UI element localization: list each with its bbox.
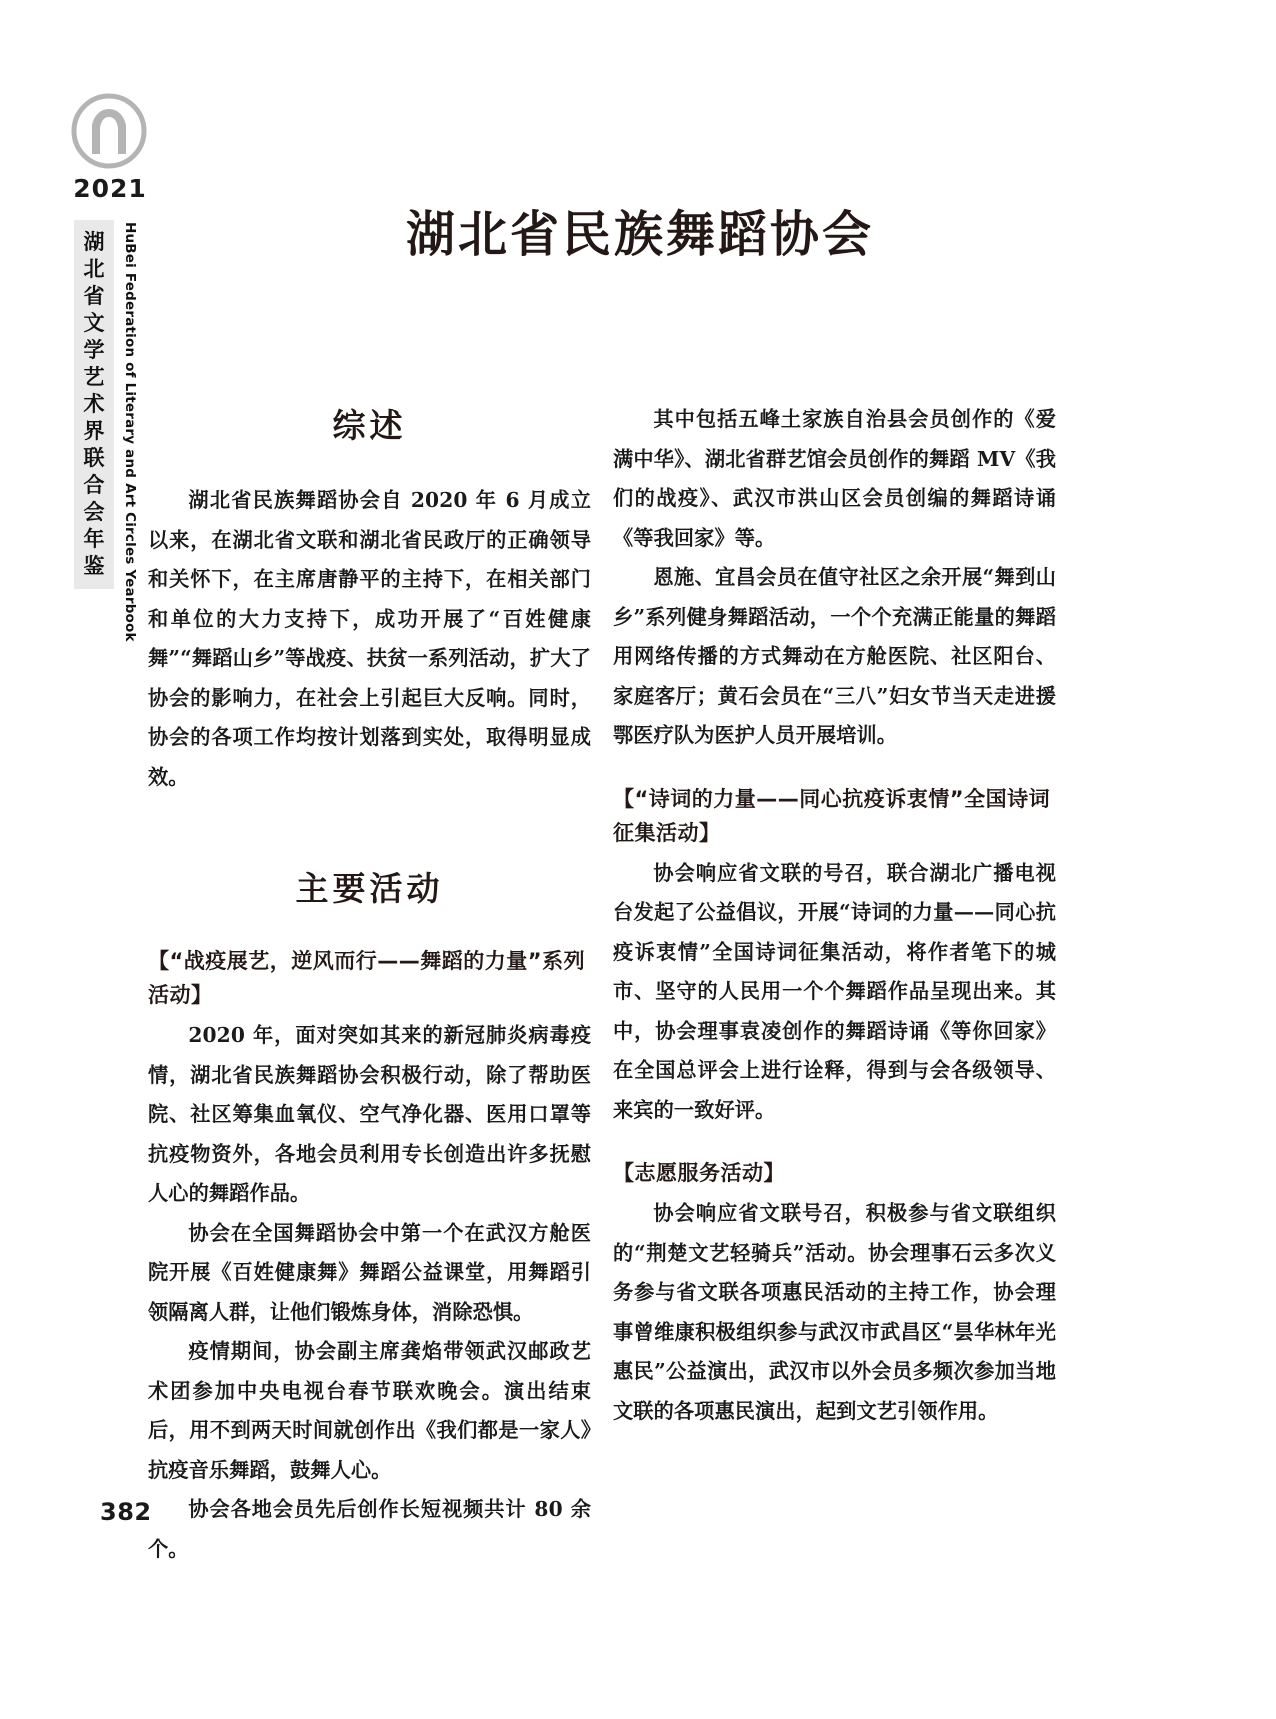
section-heading-overview: 综述 [332, 406, 407, 445]
spine-char: 术 [83, 391, 105, 416]
spine-char: 省 [83, 283, 105, 308]
spine-char: 艺 [83, 364, 105, 389]
page-title: 湖北省民族舞蹈协会 [405, 205, 874, 263]
subsection-heading-3: 【志愿服务活动】 [613, 1161, 785, 1185]
yearbook-year: 2021 [73, 174, 147, 203]
paragraph: 其中包括五峰土家族自治县会员创作的《爱满中华》、湖北省群艺馆会员创作的舞蹈 MV《我们的战疫》、武汉市洪山区会员创编的舞蹈诗诵《等我回家》等。 [613, 407, 1056, 550]
section-heading-main-activities: 主要活动 [295, 869, 444, 908]
spine-char: 年 [83, 526, 105, 551]
paragraph: 协会响应省文联的号召，联合湖北广播电视台发起了公益倡议，开展“诗词的力量——同心抗疫诉衷情”全国诗词征集活动，将作者笔下的城市、坚守的人民用一个个舞蹈作品呈现出来。其中，协会理事袁凌创作的舞蹈诗诵《等你回家》在全国总评会上进行诠释，得到与会各级领导、来宾的一致好评。 [613, 860, 1056, 1122]
spine-char: 湖 [83, 229, 105, 254]
paragraph: 疫情期间，协会副主席龚焰带领武汉邮政艺术团参加中央电视台春节联欢晚会。演出结束后，用不到两天时间就创作出《我们都是一家人》抗疫音乐舞蹈，鼓舞人心。 [148, 1339, 591, 1482]
paragraph: 恩施、宜昌会员在值守社区之余开展“舞到山乡”系列健身舞蹈活动，一个个充满正能量的舞蹈用网络传播的方式舞动在方舱医院、社区阳台、家庭客厅；黄石会员在“三八”妇女节当天走进援鄂医疗队为医护人员开展培训。 [613, 565, 1056, 747]
paragraph: 协会在全国舞蹈协会中第一个在武汉方舱医院开展《百姓健康舞》舞蹈公益课堂，用舞蹈引领隔离人群，让他们锻炼身体，消除恐惧。 [148, 1220, 591, 1324]
page-number: 382 [100, 1498, 152, 1526]
spine-char: 文 [83, 310, 105, 335]
spine-title-en: HuBei Federation of Literary and Art Circles Yearbook [122, 222, 138, 642]
hubei-federation-emblem-icon [70, 92, 148, 170]
subsection-heading-2: 【“诗词的力量——同心抗疫诉衷情”全国诗词征集活动】 [613, 786, 1051, 845]
spine-char: 学 [83, 337, 105, 362]
spine-char: 界 [83, 418, 105, 443]
spine-char: 鉴 [83, 553, 105, 578]
spine-char: 合 [83, 472, 105, 497]
left-text-column [148, 400, 591, 1569]
spine-title-cn [74, 220, 114, 589]
paragraph: 协会响应省文联号召，积极参与省文联组织的“荆楚文艺轻骑兵”活动。协会理事石云多次义务参与省文联各项惠民活动的主持工作，协会理事曾维康积极组织参与武汉市武昌区“昙华林年光惠民”公益演出，武汉市以外会员多频次参加当地文联的各项惠民演出，起到文艺引领作用。 [613, 1201, 1056, 1423]
right-text-column [613, 400, 1056, 1431]
paragraph: 2020 年，面对突如其来的新冠肺炎病毒疫情，湖北省民族舞蹈协会积极行动，除了帮助医院、社区筹集血氧仪、空气净化器、医用口罩等抗疫物资外，各地会员利用专长创造出许多抚慰人心的舞蹈作品。 [148, 1023, 591, 1205]
paragraph: 协会各地会员先后创作长短视频共计 80 余个。 [148, 1497, 591, 1561]
spine-char: 会 [83, 499, 105, 524]
paragraph: 湖北省民族舞蹈协会自 2020 年 6 月成立以来，在湖北省文联和湖北省民政厅的正确领导和关怀下，在主席唐静平的主持下，在相关部门和单位的大力支持下，成功开展了“百姓健康舞”“舞蹈山乡”等战疫、扶贫一系列活动，扩大了协会的影响力，在社会上引起巨大反响。同时，协会的各项工作均按计划落到实处，取得明显成效。 [148, 488, 591, 789]
subsection-heading-1: 【“战疫展艺，逆风而行——舞蹈的力量”系列活动】 [148, 949, 586, 1007]
spine-char: 联 [83, 445, 105, 470]
spine-char: 北 [83, 256, 105, 281]
